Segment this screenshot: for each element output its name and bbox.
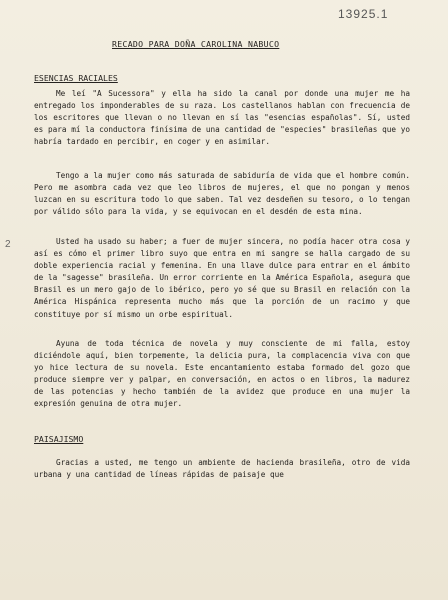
paragraph-5: Gracias a usted, me tengo un ambiente de hacienda brasileña, otro de vida urbana y una cantidad de líneas rápidas de paisaje que	[34, 458, 410, 480]
section-heading-paisajismo: PAISAJISMO	[34, 434, 84, 444]
archive-reference: 13925.1	[338, 7, 389, 21]
margin-annotation: 2	[5, 239, 11, 250]
section-heading-esencias: ESENCIAS RACIALES	[34, 73, 118, 83]
document-title: RECADO PARA DOÑA CAROLINA NABUCO	[112, 39, 280, 49]
paragraph-1: Me leí "A Sucessora" y ella ha sido la canal por donde una mujer me ha entregado los imponderables de su raza. Los castellanos hablan con frecuencia de los escritores que llevan o no llevan en sí las "esencias españolas". Sí, usted es para mí la conductora finísima de una cantidad de "especies" brasileñas que yo habría tardado en percibir, en coger y en asimilar.	[34, 89, 410, 147]
paragraph-3: Usted ha usado su haber; a fuer de mujer sincera, no podía hacer otra cosa y así es cómo el primer libro suyo que entra en mi sangre se halla cargado de su doble experiencia racial y femenina. En una llave dulce para entrar en el ámbito de la "sagesse" brasileña. Un error corriente en la América Española, asegura que Brasil es un mero gajo de lo ibérico, pero yo sé que su Brasil en relación con la América Hispánica representa mucho más que la porción de un racimo y que constituye por sí mismo un orbe espiritual.	[34, 237, 410, 319]
paragraph-2: Tengo a la mujer como más saturada de sabiduría de vida que el hombre común. Pero me asombra cada vez que leo libros de mujeres, el que no pongan y menos luzcan en su escritura todo lo que saben. Tal vez desdeñen su tesoro, o lo tengan por válido sólo para la vida, y se equivocan en el desdén de esta mina.	[34, 171, 410, 217]
paragraph-4: Ayuna de toda técnica de novela y muy consciente de mi falla, estoy diciéndole aquí, bien torpemente, la delicia pura, la complacencia viva con que yo hice lectura de su novela. Este encantamiento estaba formado del gozo que produce siempre ver y palpar, en conversación, en actos o en libros, la madurez de las potencias y hecho también de la avidez que produce en una mujer la expresión genuina de otra mujer.	[34, 339, 410, 409]
